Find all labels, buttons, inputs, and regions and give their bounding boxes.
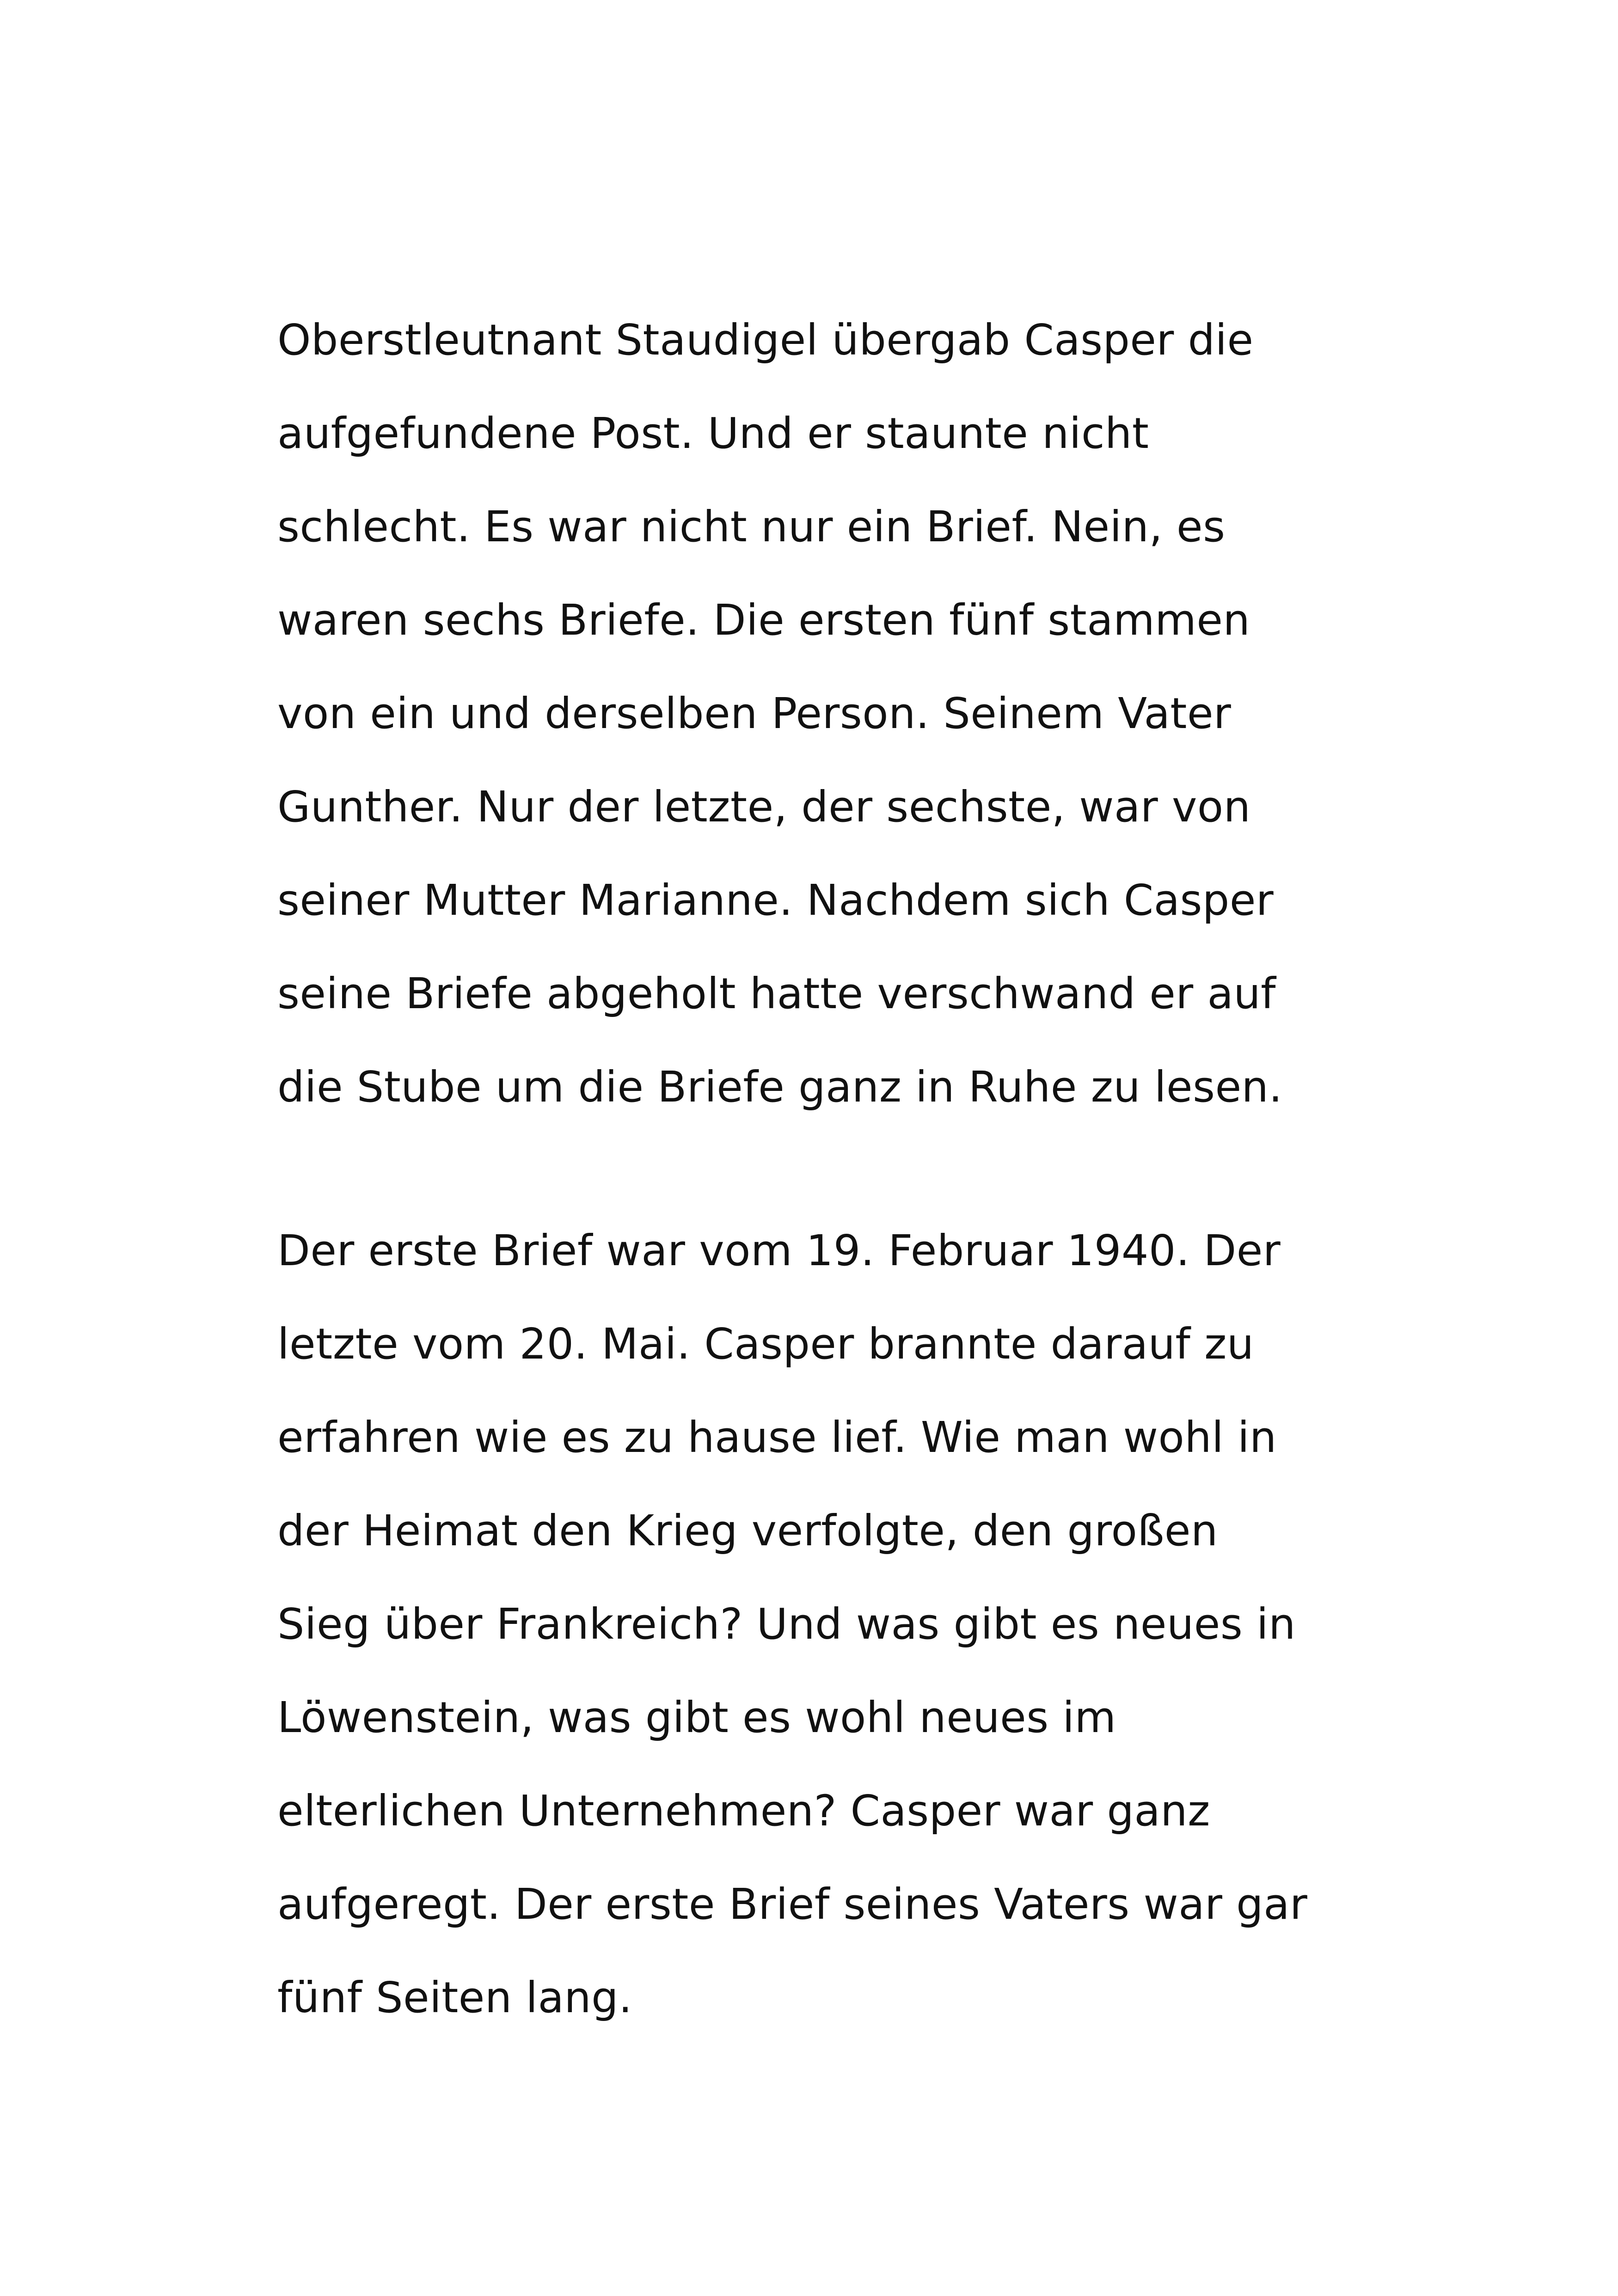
text-line: schlecht. Es war nicht nur ein Brief. Nein, es: [277, 502, 1226, 551]
text-line: fünf Seiten lang.: [277, 1973, 632, 2022]
text-line: Der erste Brief war vom 19. Februar 1940. Der: [277, 1226, 1281, 1275]
text-line: Oberstleutnant Staudigel übergab Casper die: [277, 315, 1254, 365]
text-line: von ein und derselben Person. Seinem Vater: [277, 689, 1232, 738]
text-line: aufgeregt. Der erste Brief seines Vaters war gar: [277, 1880, 1308, 1929]
text-line: der Heimat den Krieg verfolgte, den großen: [277, 1506, 1218, 1555]
text-line: erfahren wie es zu hause lief. Wie man wohl in: [277, 1413, 1277, 1462]
text-line: aufgefundene Post. Und er staunte nicht: [277, 409, 1149, 458]
text-line: Gunther. Nur der letzte, der sechste, war von: [277, 782, 1251, 832]
text-line: letzte vom 20. Mai. Casper brannte darauf zu: [277, 1319, 1254, 1369]
text-line: elterlichen Unternehmen? Casper war ganz: [277, 1786, 1210, 1836]
text-line: waren sechs Briefe. Die ersten fünf stammen: [277, 595, 1250, 645]
text-line: die Stube um die Briefe ganz in Ruhe zu lesen.: [277, 1062, 1283, 1112]
text-line: Sieg über Frankreich? Und was gibt es neues in: [277, 1599, 1296, 1649]
text-line: seiner Mutter Marianne. Nachdem sich Casper: [277, 876, 1274, 925]
text-line: Löwenstein, was gibt es wohl neues im: [277, 1693, 1116, 1742]
text-line: seine Briefe abgeholt hatte verschwand er auf: [277, 969, 1276, 1018]
